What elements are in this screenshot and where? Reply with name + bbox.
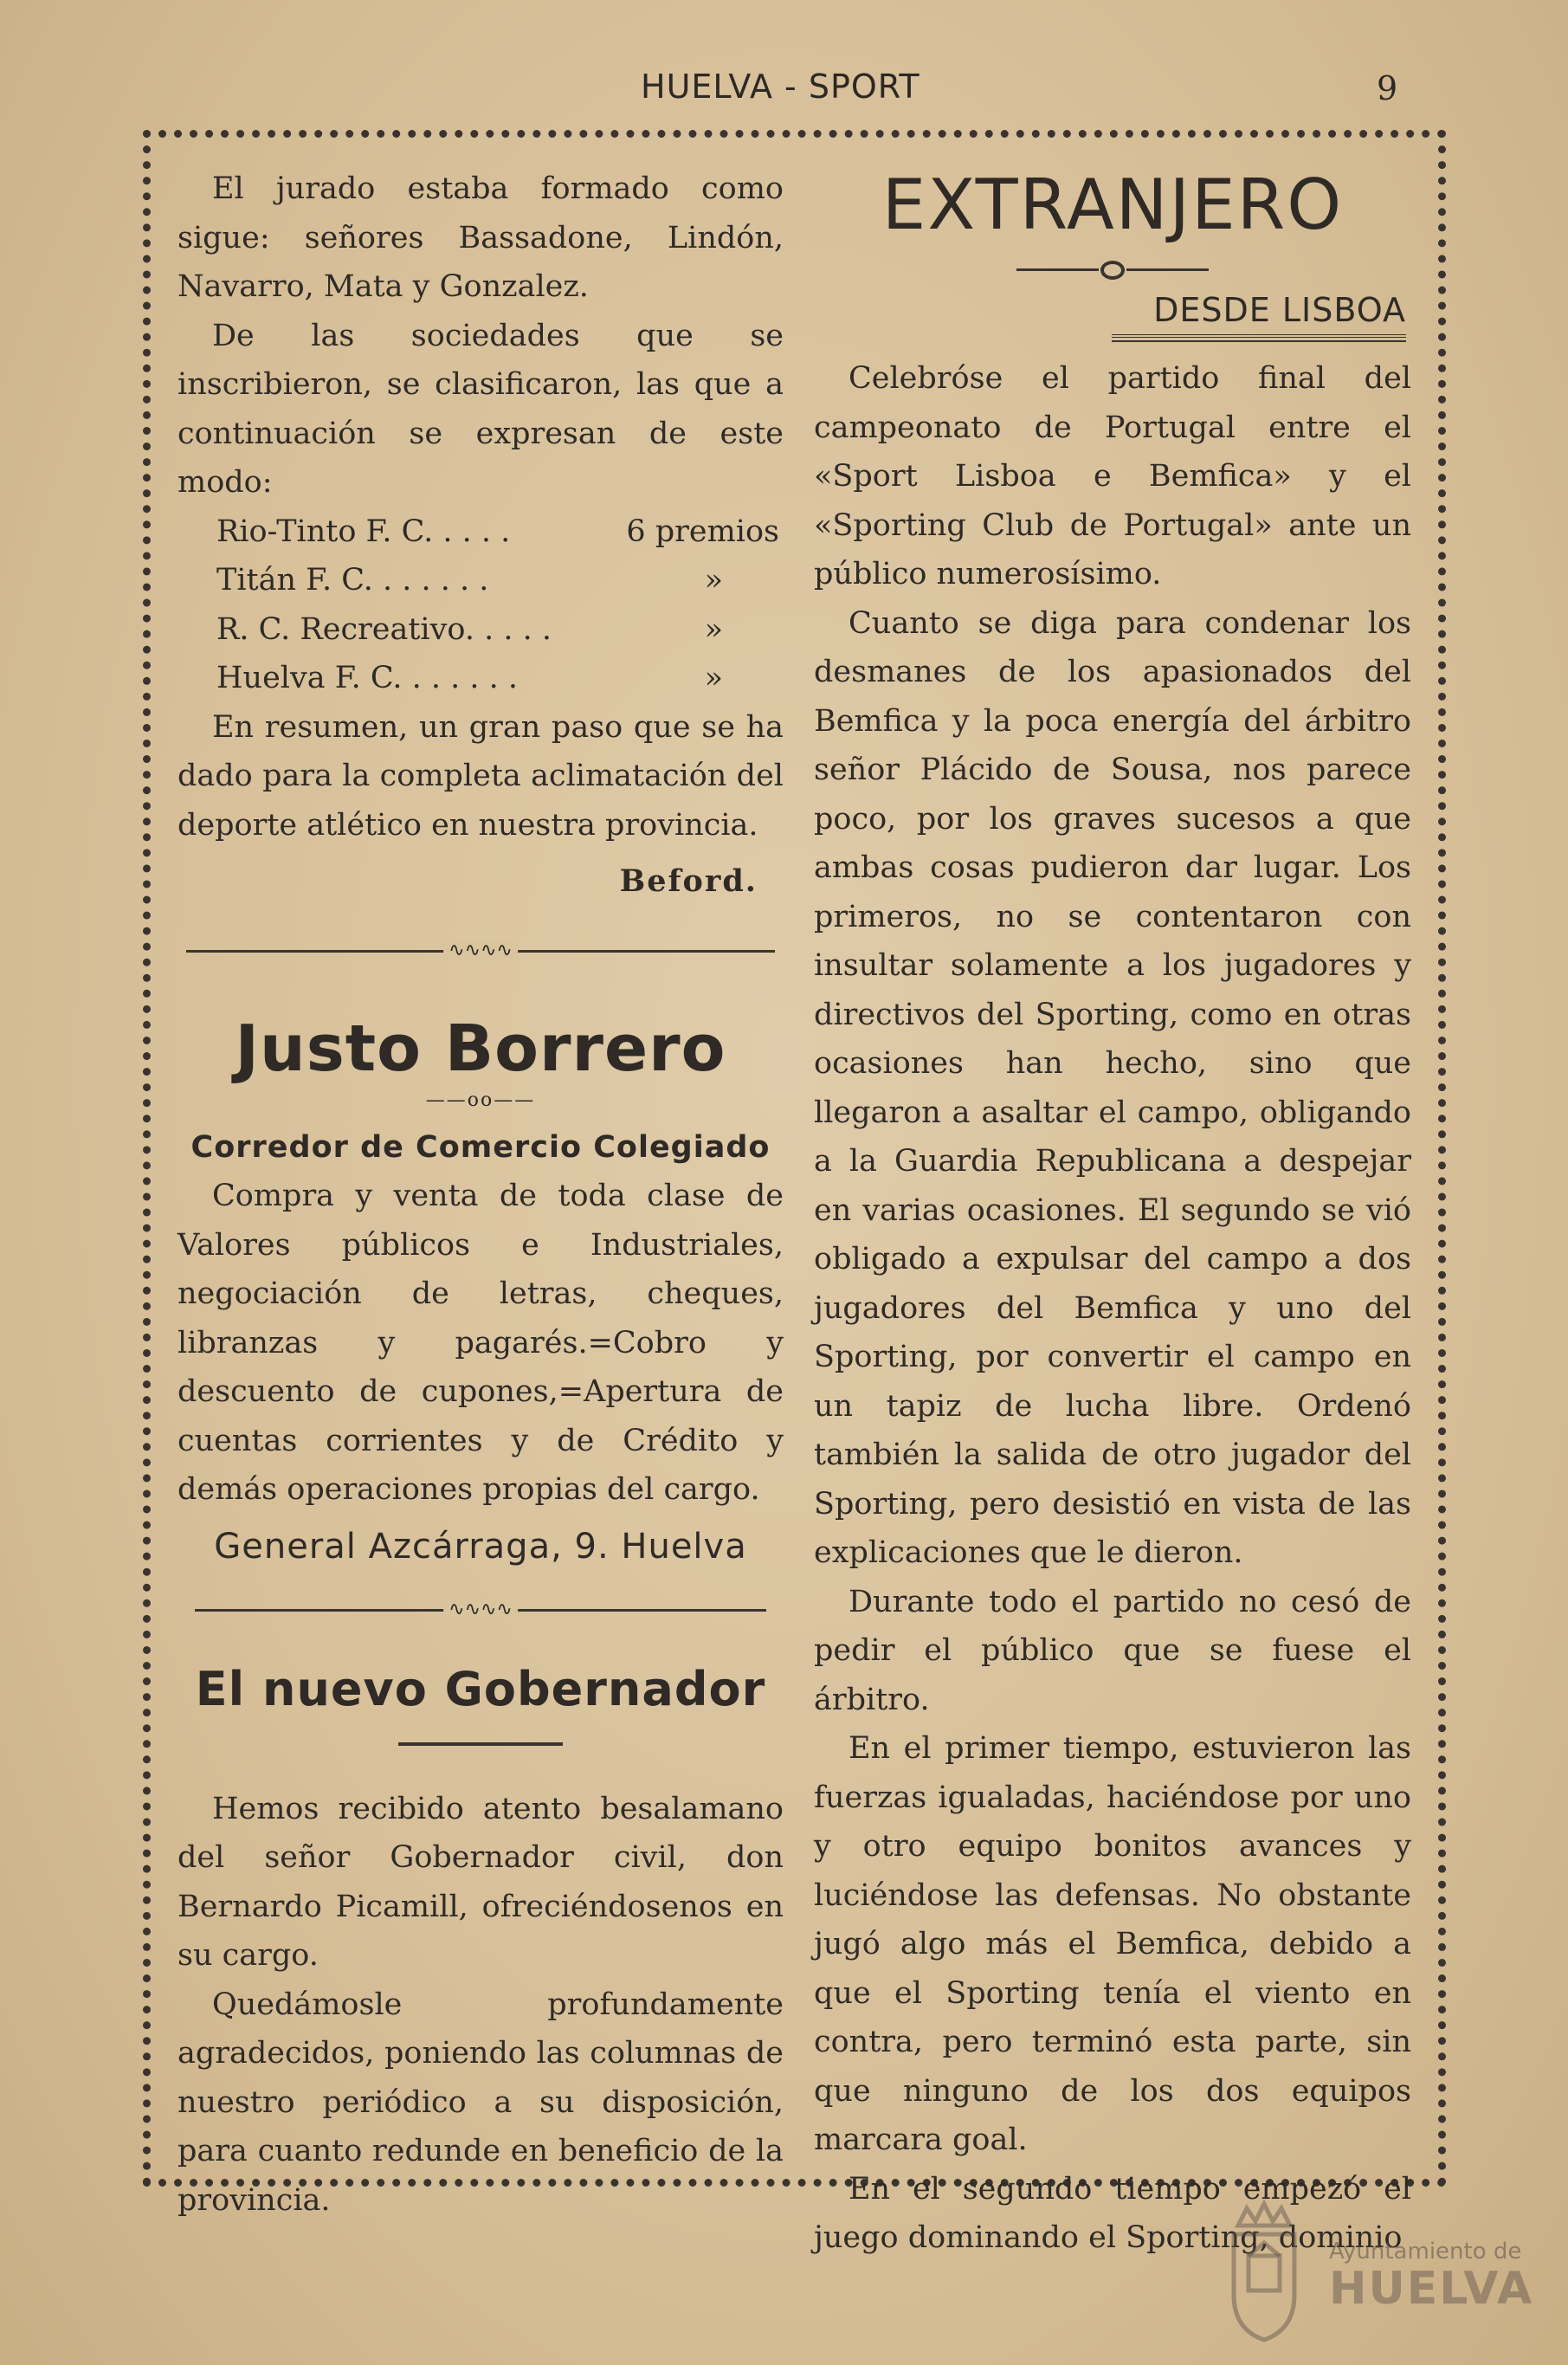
wave-ornament-icon: ∿∿∿∿ bbox=[443, 942, 518, 960]
title-rule bbox=[398, 1742, 563, 1746]
club-name: R. C. Recreativo. . . . . bbox=[216, 611, 552, 647]
watermark-line1: Ayuntamiento de bbox=[1329, 2239, 1522, 2265]
club-result: » bbox=[704, 661, 723, 695]
section-divider bbox=[186, 942, 775, 960]
archive-watermark bbox=[1212, 2191, 1558, 2347]
societies-intro: De las sociedades que se inscribieron, se clasificaron, las que a continuación se expresan de este modo: bbox=[177, 318, 784, 500]
article-paragraph: Hemos recibido atento besalamano del señor Gobernador civil, don Bernardo Picamill, ofreciéndosenos en su cargo. bbox=[177, 1791, 784, 1973]
article-title: El nuevo Gobernador bbox=[195, 1661, 766, 1716]
subsection-title: DESDE LISBOA bbox=[1153, 291, 1406, 329]
article-paragraph: Cuanto se diga para condenar los desmanes de los apasionados del Bemfica y la poca energía del árbitro señor Plácido de Sousa, nos parece poco, por los graves sucesos a que ambas cosas pudieron dar lugar. Los primeros, no se contentaron con insultar solamente a los jugadores y directivos del Sporting, como en otras ocasiones han hecho, sino que llegaron a asaltar el campo, obligando a la Guardia Republicana a despejar en varias ocasiones. El segundo se vió obligado a expulsar del campo a dos jugadores del Bemfica y uno del Sporting, por convertir el campo en un tapiz de lucha libre. Ordenó también la salida de otro jugador del Sporting, pero desistió en vista de las explicaciones que le dieron. bbox=[814, 605, 1411, 1570]
advertisement bbox=[177, 1011, 784, 1567]
list-item bbox=[177, 605, 784, 655]
right-column bbox=[814, 165, 1411, 2263]
article-paragraph: Quedámosle profundamente agradecidos, poniendo las columnas de nuestro periódico a su disposición, para cuanto redunde en beneficio de la provincia. bbox=[177, 1987, 784, 2218]
summary-paragraph: En resumen, un gran paso que se ha dado para la completa aclimatación del deporte atlético en nuestra provincia. bbox=[177, 709, 784, 843]
club-result: » bbox=[704, 563, 723, 598]
ad-title: Justo Borrero bbox=[235, 1011, 726, 1086]
ad-ornament: ——oo—— bbox=[425, 1089, 536, 1111]
results-list bbox=[177, 507, 784, 703]
club-name: Rio-Tinto F. C. . . . . bbox=[216, 514, 511, 549]
article-paragraph: Durante todo el partido no cesó de pedir el público que se fuese el árbitro. bbox=[814, 1584, 1411, 1717]
watermark-line2: HUELVA bbox=[1329, 2263, 1534, 2315]
governor-article bbox=[177, 1662, 784, 2226]
list-item bbox=[177, 507, 784, 557]
ad-body: Compra y venta de toda clase de Valores públicos e Industriales, negociación de letras, cheques, libranzas y pagarés.=Cobro y descuento de cupones,=Apertura de cuentas corrientes y de Crédito y demás operaciones propias del cargo. bbox=[177, 1179, 784, 1507]
running-head bbox=[0, 68, 1568, 111]
journal-title: HUELVA - SPORT bbox=[641, 68, 920, 106]
author-signature: Beford. bbox=[619, 863, 758, 899]
ad-address: General Azcárraga, 9. Huelva bbox=[214, 1526, 747, 1567]
article-paragraph: Celebróse el partido final del campeonato de Portugal entre el «Sport Lisboa e Bemfica» y el «Sporting Club de Portugal» ante un público numerosísimo. bbox=[814, 361, 1411, 591]
ad-subtitle: Corredor de Comercio Colegiado bbox=[190, 1130, 771, 1165]
left-column bbox=[177, 165, 784, 2225]
crest-icon bbox=[1212, 2191, 1316, 2347]
jury-paragraph: El jurado estaba formado como sigue: señores Bassadone, Lindón, Navarro, Mata y Gonzalez. bbox=[177, 171, 784, 304]
club-result: » bbox=[704, 611, 723, 647]
section-divider bbox=[195, 1598, 766, 1620]
page-number: 9 bbox=[1377, 69, 1398, 107]
list-item bbox=[177, 556, 784, 605]
club-name: Huelva F. C. . . . . . . bbox=[216, 661, 519, 695]
club-name: Titán F. C. . . . . . . bbox=[216, 563, 489, 598]
article-paragraph: En el primer tiempo, estuvieron las fuerzas igualadas, haciéndose por uno y otro equipo bonitos avances y luciéndose las defensas. No obstante jugó algo más el Bemfica, debido a que el Sporting tenía el viento en contra, pero terminó esta parte, sin que ninguno de los dos equipos marcara goal. bbox=[814, 1731, 1411, 2157]
club-result: 6 premios bbox=[626, 514, 779, 549]
subsection-rule bbox=[1112, 334, 1406, 342]
title-ornament bbox=[814, 254, 1411, 282]
circle-ornament-icon bbox=[1100, 261, 1125, 280]
article-paragraph: En el segundo tiempo empezó el juego dominando el Sporting, dominio bbox=[814, 2171, 1411, 2255]
wave-ornament-icon: ∿∿∿∿ bbox=[443, 1601, 518, 1619]
section-title: EXTRANJERO bbox=[881, 165, 1344, 245]
list-item bbox=[177, 654, 784, 703]
